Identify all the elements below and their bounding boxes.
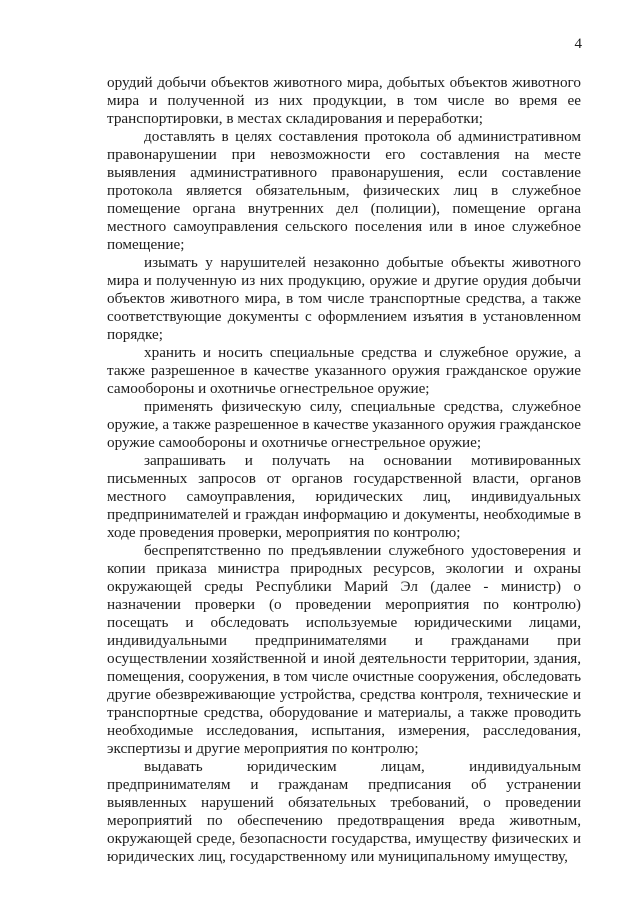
paragraph-seize-objects: изымать у нарушителей незаконно добытые объекты животного мира и полученную из них продукцию, оружие и другие орудия добычи объектов животного мира, в том числе транспортные средства, а также соответствующие документы с оформлением изъятия в установленном порядке; [107,254,581,343]
document-body [107,74,581,866]
paragraph-use-force: применять физическую силу, специальные средства, служебное оружие, а также разрешенное в качестве указанного оружия гражданское оружие самообороны и охотничье огнестрельное оружие; [107,398,581,451]
paragraph-carry-weapons: хранить и носить специальные средства и служебное оружие, а также разрешенное в качестве указанного оружия гражданское оружие самообороны и охотничье огнестрельное оружие; [107,344,581,397]
paragraph-issue-orders: выдавать юридическим лицам, индивидуальным предпринимателям и гражданам предписания об устранении выявленных нарушений обязательных требований, о проведении мероприятий по обеспечению предотвращения вреда животным, окружающей среде, безопасности государства, имуществу физических и юридических лиц, государственному или муниципальному имуществу, [107,758,581,865]
paragraph-request-information: запрашивать и получать на основании мотивированных письменных запросов от органов государственной власти, органов местного самоуправления, юридических лиц, индивидуальных предпринимателей и граждан информацию и документы, необходимые в ходе проведения проверки, мероприятия по контролю; [107,452,581,541]
paragraph-inspect-premises: беспрепятственно по предъявлении служебного удостоверения и копии приказа министра природных ресурсов, экологии и охраны окружающей среды Республики Марий Эл (далее - министр) о назначении проверки (о проведении мероприятия по контролю) посещать и обследовать используемые юридическими лицами, индивидуальными предпринимателями и гражданами при осуществлении хозяйственной и иной деятельности территории, здания, помещения, сооружения, в том числе очистные сооружения, обследовать другие обезвреживающие устройства, средства контроля, технические и транспортные средства, оборудование и материалы, а также проводить необходимые исследования, испытания, измерения, расследования, экспертизы и другие мероприятия по контролю; [107,542,581,757]
page-number: 4 [574,36,582,52]
paragraph-continuation: орудий добычи объектов животного мира, добытых объектов животного мира и полученной из них продукции, в том числе во время ее транспортировки, в местах складирования и переработки; [107,74,581,127]
paragraph-deliver-offenders: доставлять в целях составления протокола об административном правонарушении при невозможности его составления на месте выявления административного правонарушения, если составление протокола является обязательным, физических лиц в служебное помещение органа внутренних дел (полиции), помещение органа местного самоуправления сельского поселения или в иное служебное помещение; [107,128,581,253]
